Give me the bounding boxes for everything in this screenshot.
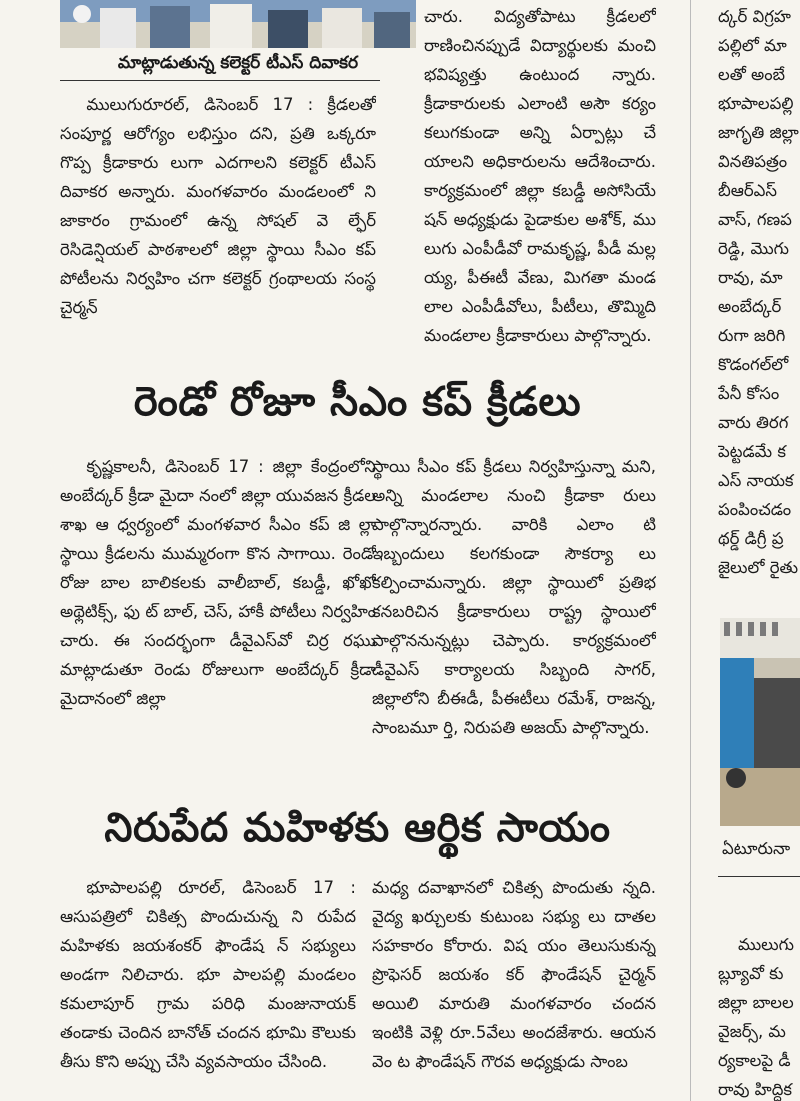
strip-line: వైజర్స్, మ: [718, 1022, 786, 1041]
strip-line: ద్కర్ విగ్రహ: [718, 7, 791, 26]
strip-line: ములుగు: [738, 935, 794, 954]
photo-caption: మాట్లాడుతున్న కలెక్టర్ టీఎస్ దివాకర: [117, 53, 359, 73]
right-strip-rule: [718, 876, 800, 877]
strip-line: రావు, మా: [718, 268, 783, 287]
story3-paragraph-2: మధ్య దవాఖానలో చికిత్స పొందుతు న్నది. వైద్య ఖర్చులకు కుటుంబ సభ్యు లు దాతల సహకారం కోరారు. విష యం తెలుసుకున్న ప్రొఫెసర్ జయశం కర్ ఫౌండేషన్ చైర్మన్ అయిలి మారుతి మంగళవారం చందన ఇంటికి వెళ్లి రూ.5వేలు అందజేశారు. ఆయన వెం ట ఫౌండేషన్ గౌరవ అధ్యక్షుడు సాంబ: [372, 878, 656, 1071]
story2-paragraph-2: స్థాయి సీఎం కప్ క్రీడలు నిర్వహిస్తున్నా మని, అన్ని మండలాల నుంచి క్రీడాకా రులు పాల్గొన్నారన్నారు. వారికి ఎలాం టి ఇబ్బందులు కలగకుండా సౌకర్యా లు కల్పించామన్నారు. జిల్లా స్థాయిలో ప్రతిభ కనబరిచిన క్రీడాకారులు రాష్ట్ర స్థాయిలో పాల్గొననున్నట్లు చెప్పారు. కార్యక్రమంలో డీవైఎస్ కార్యాలయ సిబ్బంది సాగర్, జిల్లాలోని బీఈడీ, పీఈటీలు రమేశ్, రాజన్న, సాంబమూ ర్తి, నిరుపతి అజయ్ పాల్గొన్నారు.: [372, 457, 656, 737]
strip-line: థర్డ్ డిగ్రీ ప్ర: [718, 529, 784, 548]
strip-line: పల్లిలో మా: [718, 36, 787, 55]
caption-underline: [60, 80, 380, 81]
strip-line: భూపాలపల్లి: [718, 94, 794, 113]
story3-paragraph-1: భూపాలపల్లి రూరల్, డిసెంబర్ 17 : ఆసుపత్రిలో చికిత్స పొందుచున్న ని రుపేద మహిళకు జయశంకర్ ఫౌండేష న్ సభ్యులు అండగా నిలిచారు. భూ పాలపల్లి మండలం కమలాపూర్ గ్రామ పరిధి మంజునాయక్ తండాకు చెందిన బానోత్ చందన భూమి కౌలుకు తీసు కొని అప్పు చేసి వ్యవసాయం చేసింది.: [60, 878, 356, 1071]
top-story-column-2: [424, 2, 656, 356]
column-divider: [690, 0, 691, 1101]
story3-column-2: [372, 873, 656, 1101]
strip-line: జైలులో రైతు: [718, 558, 799, 577]
strip-line: బ్ల్యూవో కు: [718, 964, 784, 983]
strip-line: జాగృతి జిల్లా: [718, 123, 799, 142]
story2-paragraph-1: కృష్ణకాలనీ, డిసెంబర్ 17 : జిల్లా కేంద్రంలోని అంబేద్కర్ క్రీడా మైదా నంలో జిల్లా యువజన క్రీడల శాఖ ఆ ధ్వర్యంలో మంగళవార సీఎం కప్ జి ల్లా స్థాయి క్రీడలను ముమ్మరంగా కొన సాగాయి. రెండో రోజు బాల బాలికలకు వాలీబాల్, కబడ్డీ, ఖోఖో అథ్లెటిక్స్, ఫు ట్ బాల్, చెస్, హాకీ పోటీలు నిర్వహిం చారు. ఈ సందర్భంగా డీవైఎస్‌వో చిర్ర రఘు మాట్లాడుతూ రెండు రోజులుగా అంబేద్కర్ క్రీడా మైదానంలో జిల్లా: [60, 457, 376, 708]
top-story-column-1: [60, 90, 376, 356]
strip-line: అంబేద్కర్: [718, 297, 782, 316]
strip-line: పెట్టడమే క: [718, 442, 786, 461]
strip-line: కొడంగల్‌లో: [718, 355, 789, 374]
strip-line: ర్యకాలపై డీ: [718, 1051, 791, 1070]
strip-line: వినతిపత్రం: [718, 152, 788, 171]
story2-headline: రెండో రోజూ సీఎం కప్ క్రీడలు: [133, 379, 582, 425]
strip-line: జిల్లా బాలల: [718, 993, 794, 1012]
strip-line: లతో అంబే: [718, 65, 785, 84]
right-strip-top: [718, 2, 800, 582]
strip-line: వారు తిరగ: [718, 413, 789, 432]
building-photo-illustration: [720, 618, 800, 826]
top-story-paragraph-2: చారు. విద్యతోపాటు క్రీడలలో రాణించినప్పుడే విద్యార్థులకు మంచి భవిష్యత్తు ఉంటుంద న్నారు. క్రీడాకారులకు ఎలాంటి అసౌ కర్యం కలుగకుండా అన్ని ఏర్పాట్లు చే యాలని అధికారులను ఆదేశించారు. కార్యక్రమంలో జిల్లా కబడ్డీ అసోసియే షన్ అధ్యక్షుడు పైడాకుల అశోక్, ము లుగు ఎంపీడీవో రామకృష్ణ, పీడీ మల్ల య్య, పీఈటీ వేణు, మిగతా మండ లాల ఎంపీడీవోలు, పీటీలు, తొమ్మిది మండలాల క్రీడాకారులు పాల్గొన్నారు.: [424, 7, 656, 345]
strip-line: బీఆర్ఎస్: [718, 181, 777, 200]
story3-headline: నిరుపేద మహిళకు ఆర్థిక సాయం: [104, 805, 611, 851]
top-story-photo: [60, 0, 416, 48]
story2-column-2: [372, 452, 656, 782]
right-strip-caption: ఏటూరునా: [722, 839, 791, 858]
strip-line: రెడ్డి, మొగు: [718, 239, 789, 258]
story3-column-1: [60, 873, 356, 1101]
strip-line: పంపించడం: [718, 500, 792, 519]
right-strip-bottom: [718, 930, 800, 1101]
strip-line: రావు హిద్దిక: [718, 1080, 792, 1099]
right-strip-photo: [720, 618, 800, 826]
top-story-paragraph-1: ములుగురూరల్, డిసెంబర్ 17 : క్రీడలతో సంపూర్ణ ఆరోగ్యం లభిస్తుం దని, ప్రతి ఒక్కరూ గొప్ప క్రీడాకారు లుగా ఎదగాలని కలెక్టర్ టీఎస్ దివాకర అన్నారు. మంగళవారం మండలంలో ని జాకారం గ్రామంలో ఉన్న సోషల్ వె ల్ఫేర్ రెసిడెన్షియల్ పాఠశాలలో జిల్లా స్థాయి సీఎం కప్ పోటీలను నిర్వహిం చగా కలెక్టర్ గ్రంథాలయ సంస్థ చైర్మన్: [60, 95, 376, 317]
strip-line: రుగా జరిగి: [718, 326, 786, 345]
strip-line: ఎస్ నాయక: [718, 471, 794, 490]
strip-line: వాస్, గణప: [718, 210, 792, 229]
people-photo-illustration: [60, 0, 416, 48]
strip-line: పేనీ కోసం: [718, 384, 780, 403]
story2-column-1: [60, 452, 376, 782]
